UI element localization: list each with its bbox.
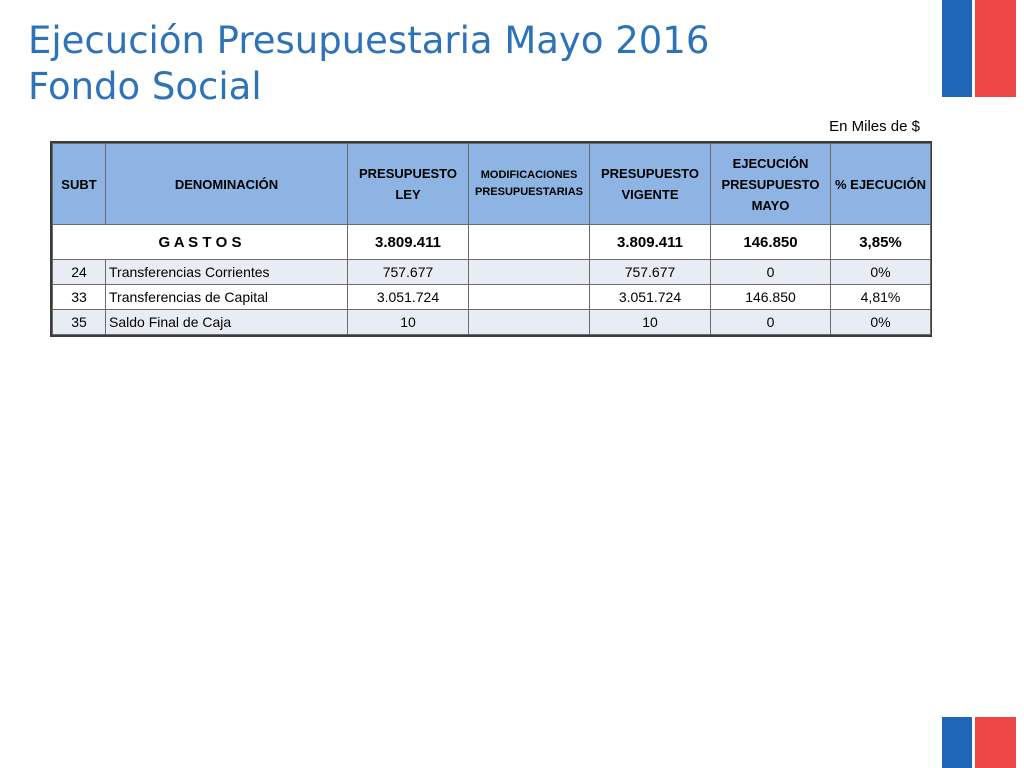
- header-modificaciones: MODIFICACIONES PRESUPUESTARIAS: [469, 144, 590, 225]
- row-ley: 757.677: [348, 260, 469, 285]
- header-subt: SUBT: [53, 144, 106, 225]
- row-modificaciones: [469, 260, 590, 285]
- header-denominacion: DENOMINACIÓN: [106, 144, 348, 225]
- title-line-2: Fondo Social: [28, 65, 262, 108]
- flag-red-stripe: [975, 717, 1016, 768]
- budget-table-container: [50, 141, 932, 337]
- total-label: G A S T O S: [53, 225, 348, 260]
- row-subt: 33: [53, 285, 106, 310]
- row-ley: 3.051.724: [348, 285, 469, 310]
- header-presupuesto-ley: PRESUPUESTO LEY: [348, 144, 469, 225]
- table-row: [53, 260, 931, 285]
- flag-blue-stripe: [942, 0, 972, 97]
- header-pct-ejecucion: % EJECUCIÓN: [831, 144, 931, 225]
- row-denominacion: Saldo Final de Caja: [106, 310, 348, 335]
- table-row: [53, 310, 931, 335]
- row-subt: 24: [53, 260, 106, 285]
- row-modificaciones: [469, 310, 590, 335]
- row-pct: 0%: [831, 260, 931, 285]
- row-ejecucion: 146.850: [711, 285, 831, 310]
- page-title: [28, 18, 709, 110]
- budget-table: [52, 143, 931, 335]
- table-row: [53, 285, 931, 310]
- header-presupuesto-vigente: PRESUPUESTO VIGENTE: [590, 144, 711, 225]
- total-pct: 3,85%: [831, 225, 931, 260]
- row-ejecucion: 0: [711, 310, 831, 335]
- flag-blue-stripe: [942, 717, 972, 768]
- row-vigente: 757.677: [590, 260, 711, 285]
- row-vigente: 10: [590, 310, 711, 335]
- units-note: En Miles de $: [829, 118, 920, 135]
- row-pct: 0%: [831, 310, 931, 335]
- total-row: [53, 225, 931, 260]
- flag-red-stripe: [975, 0, 1016, 97]
- table-header-row: [53, 144, 931, 225]
- row-pct: 4,81%: [831, 285, 931, 310]
- row-denominacion: Transferencias de Capital: [106, 285, 348, 310]
- row-vigente: 3.051.724: [590, 285, 711, 310]
- total-ejecucion: 146.850: [711, 225, 831, 260]
- row-denominacion: Transferencias Corrientes: [106, 260, 348, 285]
- flag-decoration-top: [942, 0, 1016, 97]
- row-ejecucion: 0: [711, 260, 831, 285]
- flag-decoration-bottom: [942, 717, 1016, 768]
- title-line-1: Ejecución Presupuestaria Mayo 2016: [28, 19, 710, 62]
- total-vigente: 3.809.411: [590, 225, 711, 260]
- header-ejecucion: EJECUCIÓN PRESUPUESTO MAYO: [711, 144, 831, 225]
- row-ley: 10: [348, 310, 469, 335]
- row-modificaciones: [469, 285, 590, 310]
- total-ley: 3.809.411: [348, 225, 469, 260]
- total-modificaciones: [469, 225, 590, 260]
- row-subt: 35: [53, 310, 106, 335]
